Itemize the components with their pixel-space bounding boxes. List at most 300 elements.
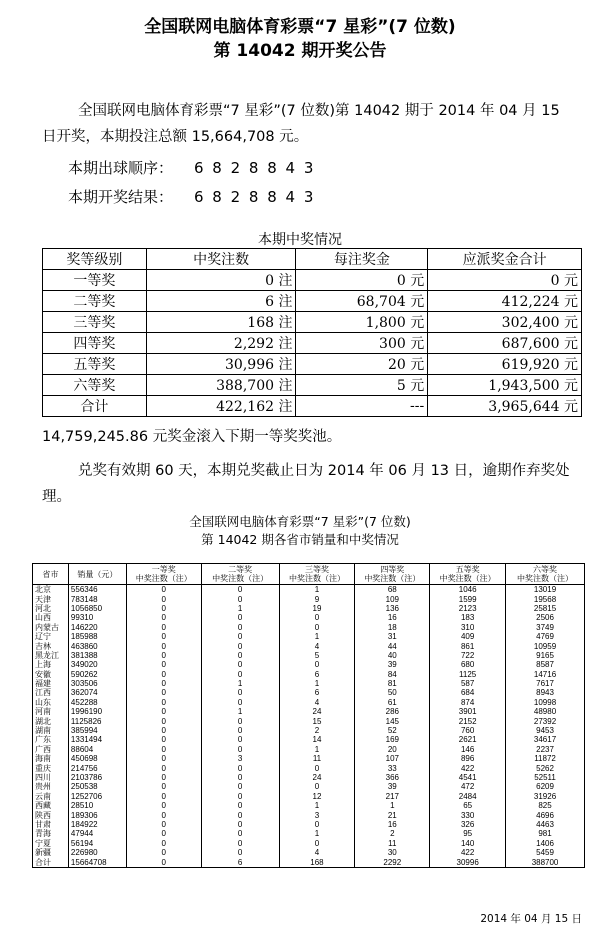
province-cell: 34617: [506, 735, 585, 744]
province-cell: 409: [430, 632, 506, 641]
province-cell: 内蒙古: [33, 623, 69, 632]
province-cell: 1: [355, 801, 430, 810]
province-cell: 0: [201, 716, 279, 725]
page-title: 全国联网电脑体育彩票“7 星彩”(7 位数): [144, 17, 456, 37]
province-cell: 0: [201, 792, 279, 801]
draw-result-label: 本期开奖结果：: [68, 188, 174, 206]
province-cell: 861: [430, 641, 506, 650]
province-cell: 0: [201, 735, 279, 744]
draw-result-value: 6 8 2 8 8 4 3: [194, 188, 316, 206]
province-cell: 783148: [68, 594, 126, 603]
province-cell: 9165: [506, 651, 585, 660]
prize-table: [42, 248, 582, 417]
province-cell: 4: [279, 698, 355, 707]
province-row: [33, 792, 585, 801]
province-cell: 65: [430, 801, 506, 810]
province-cell: 宁夏: [33, 839, 69, 848]
province-cell: 青海: [33, 829, 69, 838]
province-row: [33, 707, 585, 716]
province-cell: 0: [126, 613, 201, 622]
province-row: [33, 698, 585, 707]
province-row: [33, 651, 585, 660]
province-cell: 47944: [68, 829, 126, 838]
province-header-cell: 销量（元）: [68, 564, 126, 585]
province-cell: 422: [430, 848, 506, 857]
province-cell: 385994: [68, 726, 126, 735]
province-cell: 20: [355, 745, 430, 754]
province-header-cell: 一等奖 中奖注数（注）: [126, 564, 201, 585]
province-cell: 9: [279, 594, 355, 603]
province-cell: 44: [355, 641, 430, 650]
prize-header-cell: 奖等级别: [43, 249, 147, 270]
province-cell: 0: [201, 839, 279, 848]
province-cell: 3: [201, 754, 279, 763]
province-cell: 2237: [506, 745, 585, 754]
province-cell: 50: [355, 688, 430, 697]
province-cell: 5459: [506, 848, 585, 857]
prize-cell: 300 元: [296, 333, 428, 354]
province-cell: 0: [126, 792, 201, 801]
province-cell: 61: [355, 698, 430, 707]
province-cell: 10998: [506, 698, 585, 707]
province-cell: 2621: [430, 735, 506, 744]
prize-cell: 6 注: [146, 291, 296, 312]
province-cell: 214756: [68, 763, 126, 772]
province-cell: 1252706: [68, 792, 126, 801]
prize-cell: 687,600 元: [428, 333, 582, 354]
province-row: [33, 594, 585, 603]
province-cell: 349020: [68, 660, 126, 669]
province-cell: 上海: [33, 660, 69, 669]
province-cell: 27392: [506, 716, 585, 725]
province-cell: 1: [201, 604, 279, 613]
province-cell: 0: [126, 632, 201, 641]
prize-cell: 3,965,644 元: [428, 396, 582, 417]
province-cell: 0: [201, 773, 279, 782]
province-cell: 185988: [68, 632, 126, 641]
province-cell: 184922: [68, 820, 126, 829]
prize-cell: 1,943,500 元: [428, 375, 582, 396]
province-cell: 8587: [506, 660, 585, 669]
prize-cell: 302,400 元: [428, 312, 582, 333]
province-cell: 450698: [68, 754, 126, 763]
province-cell: 2: [355, 829, 430, 838]
province-cell: 0: [126, 745, 201, 754]
province-cell: 107: [355, 754, 430, 763]
province-cell: 472: [430, 782, 506, 791]
province-cell: 0: [126, 716, 201, 725]
province-cell: 0: [126, 810, 201, 819]
province-cell: 3749: [506, 623, 585, 632]
province-cell: 99310: [68, 613, 126, 622]
province-cell: 14: [279, 735, 355, 744]
province-cell: 0: [279, 839, 355, 848]
province-cell: 52511: [506, 773, 585, 782]
province-cell: 1331494: [68, 735, 126, 744]
province-cell: 19: [279, 604, 355, 613]
draw-result: [68, 186, 315, 207]
province-cell: 1125826: [68, 716, 126, 725]
province-row: [33, 829, 585, 838]
prize-cell: 1,800 元: [296, 312, 428, 333]
province-cell: 0: [201, 594, 279, 603]
province-row: [33, 857, 585, 867]
province-cell: 广西: [33, 745, 69, 754]
province-row: [33, 613, 585, 622]
province-header-cell: 省市: [33, 564, 69, 585]
province-cell: 189306: [68, 810, 126, 819]
province-cell: 1599: [430, 594, 506, 603]
province-cell: 0: [126, 857, 201, 867]
province-cell: 6: [279, 670, 355, 679]
province-cell: 0: [279, 623, 355, 632]
prize-cell: 20 元: [296, 354, 428, 375]
province-cell: 2506: [506, 613, 585, 622]
province-cell: 4696: [506, 810, 585, 819]
province-cell: 590262: [68, 670, 126, 679]
province-cell: 760: [430, 726, 506, 735]
province-cell: 15: [279, 716, 355, 725]
province-cell: 362074: [68, 688, 126, 697]
province-cell: 15664708: [68, 857, 126, 867]
province-cell: 30: [355, 848, 430, 857]
province-cell: 4769: [506, 632, 585, 641]
province-cell: 2152: [430, 716, 506, 725]
province-cell: 8943: [506, 688, 585, 697]
province-cell: 1996190: [68, 707, 126, 716]
prize-cell: 三等奖: [43, 312, 147, 333]
province-cell: 39: [355, 660, 430, 669]
province-cell: 9453: [506, 726, 585, 735]
province-cell: 16: [355, 613, 430, 622]
province-cell: 0: [126, 754, 201, 763]
province-cell: 湖北: [33, 716, 69, 725]
province-cell: 31926: [506, 792, 585, 801]
province-cell: 12: [279, 792, 355, 801]
province-cell: 1406: [506, 839, 585, 848]
province-cell: 0: [201, 651, 279, 660]
province-cell: 10959: [506, 641, 585, 650]
province-cell: 81: [355, 679, 430, 688]
province-row: [33, 801, 585, 810]
province-cell: 140: [430, 839, 506, 848]
intro-paragraph: 全国联网电脑体育彩票“7 星彩”(7 位数)第 14042 期于 2014 年 04 月 15 日开奖，本期投注总额 15,664,708 元。: [42, 103, 560, 145]
province-cell: 422: [430, 763, 506, 772]
province-cell: 84: [355, 670, 430, 679]
province-cell: 168: [279, 857, 355, 867]
prize-cell: 六等奖: [43, 375, 147, 396]
province-cell: 5: [279, 651, 355, 660]
province-cell: 0: [279, 660, 355, 669]
prize-row: [43, 270, 582, 291]
province-cell: 11: [355, 839, 430, 848]
province-row: [33, 763, 585, 772]
province-cell: 0: [201, 632, 279, 641]
province-cell: 1: [201, 679, 279, 688]
province-row: [33, 660, 585, 669]
province-cell: 0: [201, 726, 279, 735]
province-row: [33, 716, 585, 725]
province-cell: 0: [126, 660, 201, 669]
province-cell: 0: [201, 829, 279, 838]
province-cell: 0: [126, 651, 201, 660]
province-cell: 0: [126, 801, 201, 810]
province-cell: 0: [201, 641, 279, 650]
province-cell: 0: [201, 745, 279, 754]
province-cell: 西藏: [33, 801, 69, 810]
province-cell: 286: [355, 707, 430, 716]
province-cell: 4: [279, 641, 355, 650]
province-cell: 天津: [33, 594, 69, 603]
province-cell: 145: [355, 716, 430, 725]
province-cell: 吉林: [33, 641, 69, 650]
province-cell: 广东: [33, 735, 69, 744]
province-cell: 四川: [33, 773, 69, 782]
province-cell: 684: [430, 688, 506, 697]
province-cell: 2484: [430, 792, 506, 801]
prize-cell: 68,704 元: [296, 291, 428, 312]
province-cell: 0: [201, 820, 279, 829]
province-cell: 河北: [33, 604, 69, 613]
province-header-cell: 四等奖 中奖注数（注）: [355, 564, 430, 585]
province-cell: 31: [355, 632, 430, 641]
claim-notice: 兑奖有效期 60 天，本期兑奖截止日为 2014 年 06 月 13 日，逾期作弃奖处理。: [42, 463, 570, 505]
province-cell: 0: [201, 660, 279, 669]
prize-cell: 一等奖: [43, 270, 147, 291]
province-cell: 310: [430, 623, 506, 632]
prize-cell: 四等奖: [43, 333, 147, 354]
province-cell: 11872: [506, 754, 585, 763]
province-cell: 19568: [506, 594, 585, 603]
province-cell: 贵州: [33, 782, 69, 791]
province-row: [33, 604, 585, 613]
province-cell: 0: [279, 763, 355, 772]
province-cell: 39: [355, 782, 430, 791]
prize-row: [43, 354, 582, 375]
province-cell: 6: [201, 857, 279, 867]
province-header-cell: 二等奖 中奖注数（注）: [201, 564, 279, 585]
province-cell: 0: [279, 782, 355, 791]
province-cell: 5262: [506, 763, 585, 772]
province-cell: 山西: [33, 613, 69, 622]
province-cell: 0: [126, 763, 201, 772]
province-cell: 江西: [33, 688, 69, 697]
province-row: [33, 688, 585, 697]
province-table-subtitle: 第 14042 期各省市销量和中奖情况: [201, 532, 399, 547]
province-cell: 11: [279, 754, 355, 763]
prize-cell: 5 元: [296, 375, 428, 396]
province-cell: 福建: [33, 679, 69, 688]
province-cell: 366: [355, 773, 430, 782]
prize-cell: 619,920 元: [428, 354, 582, 375]
province-cell: 1: [279, 801, 355, 810]
province-cell: 146220: [68, 623, 126, 632]
province-cell: 河南: [33, 707, 69, 716]
draw-order: [68, 157, 315, 178]
province-row: [33, 670, 585, 679]
province-cell: 0: [201, 763, 279, 772]
province-cell: 217: [355, 792, 430, 801]
province-cell: 14716: [506, 670, 585, 679]
prize-cell: 30,996 注: [146, 354, 296, 375]
prize-cell: 五等奖: [43, 354, 147, 375]
province-header-cell: 五等奖 中奖注数（注）: [430, 564, 506, 585]
province-cell: 0: [126, 839, 201, 848]
prize-cell: ---: [296, 396, 428, 417]
province-cell: 52: [355, 726, 430, 735]
province-cell: 981: [506, 829, 585, 838]
province-cell: 0: [201, 801, 279, 810]
prize-row: [43, 375, 582, 396]
province-cell: 226980: [68, 848, 126, 857]
province-cell: 湖南: [33, 726, 69, 735]
province-cell: 452288: [68, 698, 126, 707]
province-cell: 825: [506, 801, 585, 810]
prize-cell: 0 元: [296, 270, 428, 291]
province-row: [33, 679, 585, 688]
province-row: [33, 839, 585, 848]
prize-header-cell: 中奖注数: [146, 249, 296, 270]
prize-cell: 168 注: [146, 312, 296, 333]
prize-row: [43, 291, 582, 312]
province-cell: 1: [279, 632, 355, 641]
province-row: [33, 585, 585, 595]
province-table: [32, 563, 585, 868]
province-cell: 2292: [355, 857, 430, 867]
province-cell: 0: [126, 773, 201, 782]
province-cell: 330: [430, 810, 506, 819]
province-cell: 896: [430, 754, 506, 763]
province-cell: 合计: [33, 857, 69, 867]
province-cell: 463860: [68, 641, 126, 650]
province-cell: 0: [201, 810, 279, 819]
province-cell: 88604: [68, 745, 126, 754]
province-row: [33, 632, 585, 641]
province-row: [33, 726, 585, 735]
province-cell: 山东: [33, 698, 69, 707]
prize-row: [43, 396, 582, 417]
province-cell: 2103786: [68, 773, 126, 782]
province-cell: 556346: [68, 585, 126, 595]
province-cell: 0: [126, 848, 201, 857]
province-cell: 48980: [506, 707, 585, 716]
province-cell: 0: [126, 594, 201, 603]
province-row: [33, 848, 585, 857]
province-cell: 95: [430, 829, 506, 838]
province-cell: 722: [430, 651, 506, 660]
province-cell: 0: [201, 848, 279, 857]
province-cell: 33: [355, 763, 430, 772]
province-cell: 0: [201, 613, 279, 622]
province-cell: 146: [430, 745, 506, 754]
province-cell: 874: [430, 698, 506, 707]
province-cell: 0: [126, 820, 201, 829]
province-cell: 0: [126, 623, 201, 632]
province-cell: 0: [201, 585, 279, 595]
province-row: [33, 735, 585, 744]
province-cell: 303506: [68, 679, 126, 688]
prize-cell: 二等奖: [43, 291, 147, 312]
province-cell: 169: [355, 735, 430, 744]
province-cell: 6: [279, 688, 355, 697]
province-cell: 安徽: [33, 670, 69, 679]
prize-cell: 388,700 注: [146, 375, 296, 396]
draw-order-label: 本期出球顺序：: [68, 159, 174, 177]
prize-row: [43, 333, 582, 354]
province-cell: 黑龙江: [33, 651, 69, 660]
province-cell: 0: [126, 688, 201, 697]
province-cell: 680: [430, 660, 506, 669]
province-row: [33, 773, 585, 782]
prize-cell: 合计: [43, 396, 147, 417]
province-cell: 0: [201, 782, 279, 791]
province-cell: 18: [355, 623, 430, 632]
footer-date: 2014 年 04 月 15 日: [480, 913, 582, 925]
province-cell: 326: [430, 820, 506, 829]
province-cell: 0: [126, 670, 201, 679]
province-cell: 0: [126, 641, 201, 650]
province-cell: 4463: [506, 820, 585, 829]
province-cell: 0: [126, 829, 201, 838]
province-cell: 海南: [33, 754, 69, 763]
province-cell: 2: [279, 726, 355, 735]
province-cell: 40: [355, 651, 430, 660]
prize-cell: 412,224 元: [428, 291, 582, 312]
province-cell: 甘肃: [33, 820, 69, 829]
province-cell: 24: [279, 773, 355, 782]
province-cell: 3901: [430, 707, 506, 716]
province-cell: 21: [355, 810, 430, 819]
prize-table-caption: 本期中奖情况: [258, 232, 342, 248]
province-cell: 183: [430, 613, 506, 622]
province-cell: 381388: [68, 651, 126, 660]
province-cell: 0: [126, 707, 201, 716]
province-cell: 0: [126, 585, 201, 595]
province-cell: 4: [279, 848, 355, 857]
province-cell: 辽宁: [33, 632, 69, 641]
province-row: [33, 810, 585, 819]
province-cell: 0: [279, 820, 355, 829]
province-cell: 1: [279, 829, 355, 838]
prize-header-cell: 应派奖金合计: [428, 249, 582, 270]
page-subtitle: 第 14042 期开奖公告: [213, 41, 387, 61]
province-cell: 587: [430, 679, 506, 688]
prize-cell: 422,162 注: [146, 396, 296, 417]
province-cell: 24: [279, 707, 355, 716]
rollover-text: 14,759,245.86 元奖金滚入下期一等奖奖池。: [42, 429, 342, 445]
province-cell: 0: [126, 782, 201, 791]
province-cell: 1: [279, 745, 355, 754]
draw-order-value: 6 8 2 8 8 4 3: [194, 159, 316, 177]
province-cell: 0: [126, 604, 201, 613]
prize-cell: 0 注: [146, 270, 296, 291]
province-header-cell: 三等奖 中奖注数（注）: [279, 564, 355, 585]
province-cell: 0: [201, 698, 279, 707]
province-cell: 0: [201, 688, 279, 697]
province-cell: 56194: [68, 839, 126, 848]
province-cell: 388700: [506, 857, 585, 867]
province-row: [33, 754, 585, 763]
province-cell: 0: [126, 679, 201, 688]
province-row: [33, 782, 585, 791]
province-cell: 重庆: [33, 763, 69, 772]
province-cell: 25815: [506, 604, 585, 613]
province-cell: 北京: [33, 585, 69, 595]
province-cell: 新疆: [33, 848, 69, 857]
prize-cell: 2,292 注: [146, 333, 296, 354]
prize-row: [43, 312, 582, 333]
province-cell: 3: [279, 810, 355, 819]
